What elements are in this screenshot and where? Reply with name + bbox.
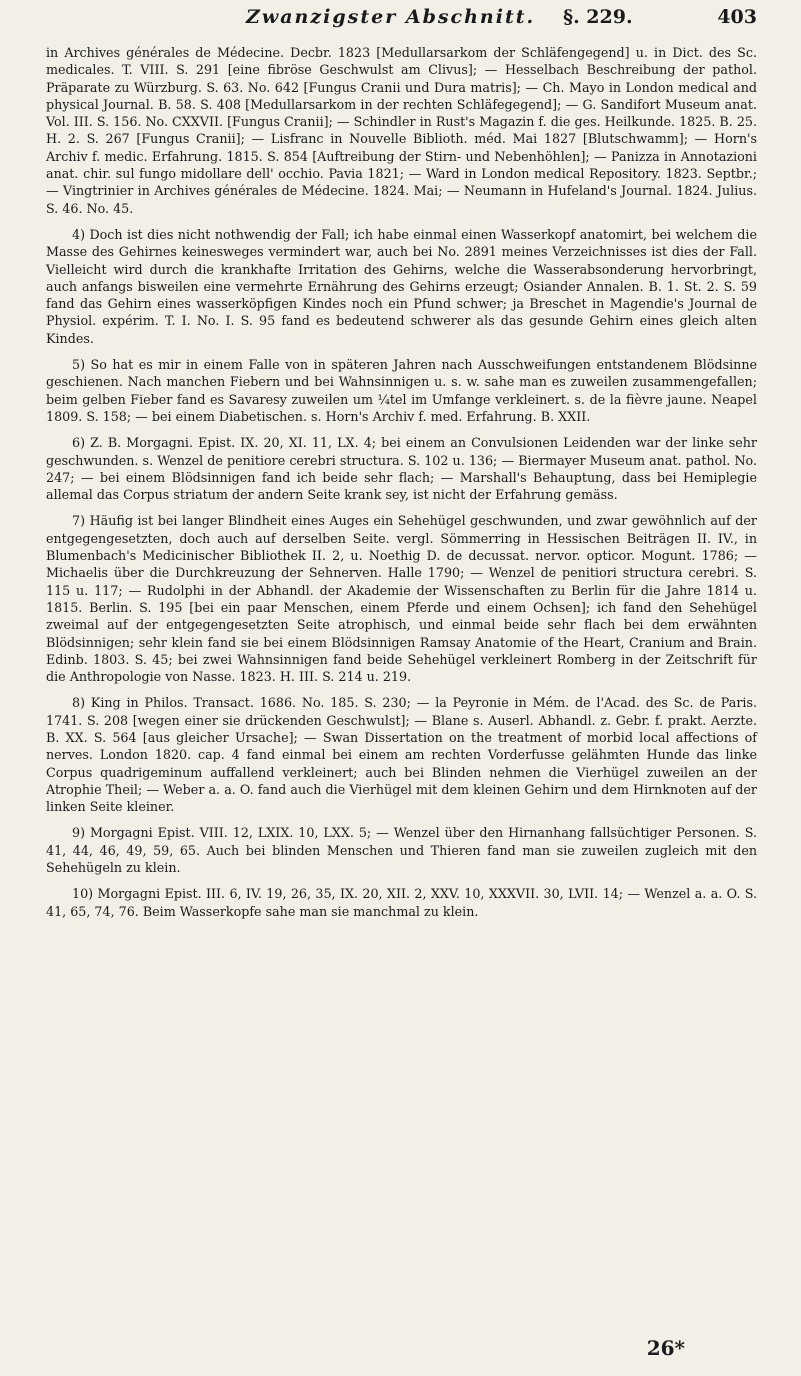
footnote-4: 4) Doch ist dies nicht nothwendig der Fall; ich habe einmal einen Wasserkopf anatomirt, bei welchem die Masse des Gehirnes keinesweges vermindert war, auch bei No. 2891 meines Verzeichnisses ist dies der Fall. Vielleicht wird durch die krankhafte Irritation des Gehirns, welche die Wasserabsonderung hervorbringt, auch anfangs bisweilen eine vermehrte Ernährung des Gehirns erzeugt; Osiander Annalen. B. 1. St. 2. S. 59 fand das Gehirn eines wasserköpfigen Kindes noch ein Pfund schwer; ja Breschet in Magendie's Journal de Physiol. expérim. T. I. No. I. S. 95 fand es bedeutend schwerer als das gesunde Gehirn eines gleich alten Kindes. xyxy=(46,226,757,346)
footnotes-body xyxy=(46,44,757,920)
chapter-title: Zwanzigster Abschnitt. xyxy=(246,6,536,28)
footnote-10: 10) Morgagni Epist. III. 6, IV. 19, 26, 35, IX. 20, XII. 2, XXV. 10, XXXVII. 30, LVII. 14; — Wenzel a. a. O. S. 41, 65, 74, 76. Beim Wasserkopfe sahe man sie manchmal zu klein. xyxy=(46,886,757,919)
section-number: §. 229. xyxy=(563,6,633,28)
running-header xyxy=(46,6,757,40)
signature-mark: 26* xyxy=(646,1336,685,1360)
footnote-continuation: in Archives générales de Médecine. Decbr. 1823 [Medullarsarkom der Schläfengegend] u. in Dict. des Sc. medicales. T. VIII. S. 291 [eine fibröse Geschwulst am Clivus]; — Hesselbach Beschreibung der pathol. Präparate zu Würzburg. S. 63. No. 642 [Fungus Cranii und Dura matris]; — Ch. Mayo in London medical and physical Journal. B. 58. S. 408 [Medullarsarkom in der rechten Schläfegegend]; — G. Sandifort Museum anat. Vol. III. S. 156. No. CXXVII. [Fungus Cranii]; — Schindler in Rust's Magazin f. die ges. Heilkunde. 1825. B. 25. H. 2. S. 267 [Fungus Cranii]; — Lisfranc in Nouvelle Biblioth. méd. Mai 1827 [Blutschwamm]; — Horn's Archiv f. medic. Erfahrung. 1815. S. 854 [Auftreibung der Stirn- und Nebenhöhlen]; — Panizza in Annotazioni anat. chir. sul fungo midollare dell' occhio. Pavia 1821; — Ward in London medical Repository. 1823. Septbr.; — Vingtrinier in Archives générales de Médecine. 1824. Mai; — Neumann in Hufeland's Journal. 1824. Julius. S. 46. No. 45. xyxy=(46,45,757,216)
footnote-9: 9) Morgagni Epist. VIII. 12, LXIX. 10, LXX. 5; — Wenzel über den Hirnanhang fallsüchtiger Personen. S. 41, 44, 46, 49, 59, 65. Auch bei blinden Menschen und Thieren fand man sie zuweilen zugleich mit den Sehehügeln zu klein. xyxy=(46,825,757,876)
footnote-8: 8) King in Philos. Transact. 1686. No. 185. S. 230; — la Peyronie in Mém. de l'Acad. des Sc. de Paris. 1741. S. 208 [wegen einer sie drückenden Geschwulst]; — Blane s. Auserl. Abhandl. z. Gebr. f. prakt. Aerzte. B. XX. S. 564 [aus gleicher Ursache]; — Swan Dissertation on the treatment of morbid local affections of nerves. London 1820. cap. 4 fand einmal bei einem am rechten Vorderfusse gelähmten Hunde das linke Corpus quadrigeminum auffallend verkleinert; auch bei Blinden nehmen die Vierhügel zuweilen an der Atrophie Theil; — Weber a. a. O. fand auch die Vierhügel mit dem kleinen Gehirn und dem Hirnknoten auf der linken Seite kleiner. xyxy=(46,695,757,815)
footnote-6: 6) Z. B. Morgagni. Epist. IX. 20, XI. 11, LX. 4; bei einem an Convulsionen Leidenden war der linke sehr geschwunden. s. Wenzel de penitiore cerebri structura. S. 102 u. 136; — Biermayer Museum anat. pathol. No. 247; — bei einem Blödsinnigen fand ich beide sehr flach; — Marshall's Behauptung, dass bei Hemiplegie allemal das Corpus striatum der andern Seite krank sey, ist nicht der Erfahrung gemäss. xyxy=(46,435,757,503)
footnote-5: 5) So hat es mir in einem Falle von in späteren Jahren nach Ausschweifungen entstandenem Blödsinne geschienen. Nach manchen Fiebern und bei Wahnsinnigen u. s. w. sahe man es zuweilen zusammengefallen; beim gelben Fieber fand es Savaresy zuweilen um ¼tel im Umfange verkleinert. s. de la fièvre jaune. Neapel 1809. S. 158; — bei einem Diabetischen. s. Horn's Archiv f. med. Erfahrung. B. XXII. xyxy=(46,357,757,424)
page-number: 403 xyxy=(717,6,757,28)
footnote-7: 7) Häufig ist bei langer Blindheit eines Auges ein Sehehügel geschwunden, und zwar gewöhnlich auf der entgegengesetzten, doch auch auf derselben Seite. vergl. Sömmerring in Hessischen Beiträgen II. IV., in Blumenbach's Medicinischer Bibliothek II. 2, u. Noethig D. de decussat. nervor. opticor. Mogunt. 1786; — Michaelis über die Durchkreuzung der Sehnerven. Halle 1790; — Wenzel de penitiori structura cerebri. S. 115 u. 117; — Rudolphi in der Abhandl. der Akademie der Wissenschaften zu Berlin für die Jahre 1814 u. 1815. Berlin. S. 195 [bei ein paar Menschen, einem Pferde und einem Ochsen]; ich fand den Sehehügel zweimal auf der entgegengesetzten Seite atrophisch, und einmal beide sehr flach bei dem erwähnten Blödsinnigen; sehr klein fand sie bei einem Blödsinnigen Ramsay Anatomie of the Heart, Cranium and Brain. Edinb. 1803. S. 45; bei zwei Wahnsinnigen fand beide Sehehügel verkleinert Romberg in der Zeitschrift für die Anthropologie von Nasse. 1823. H. III. S. 214 u. 219. xyxy=(46,513,757,685)
